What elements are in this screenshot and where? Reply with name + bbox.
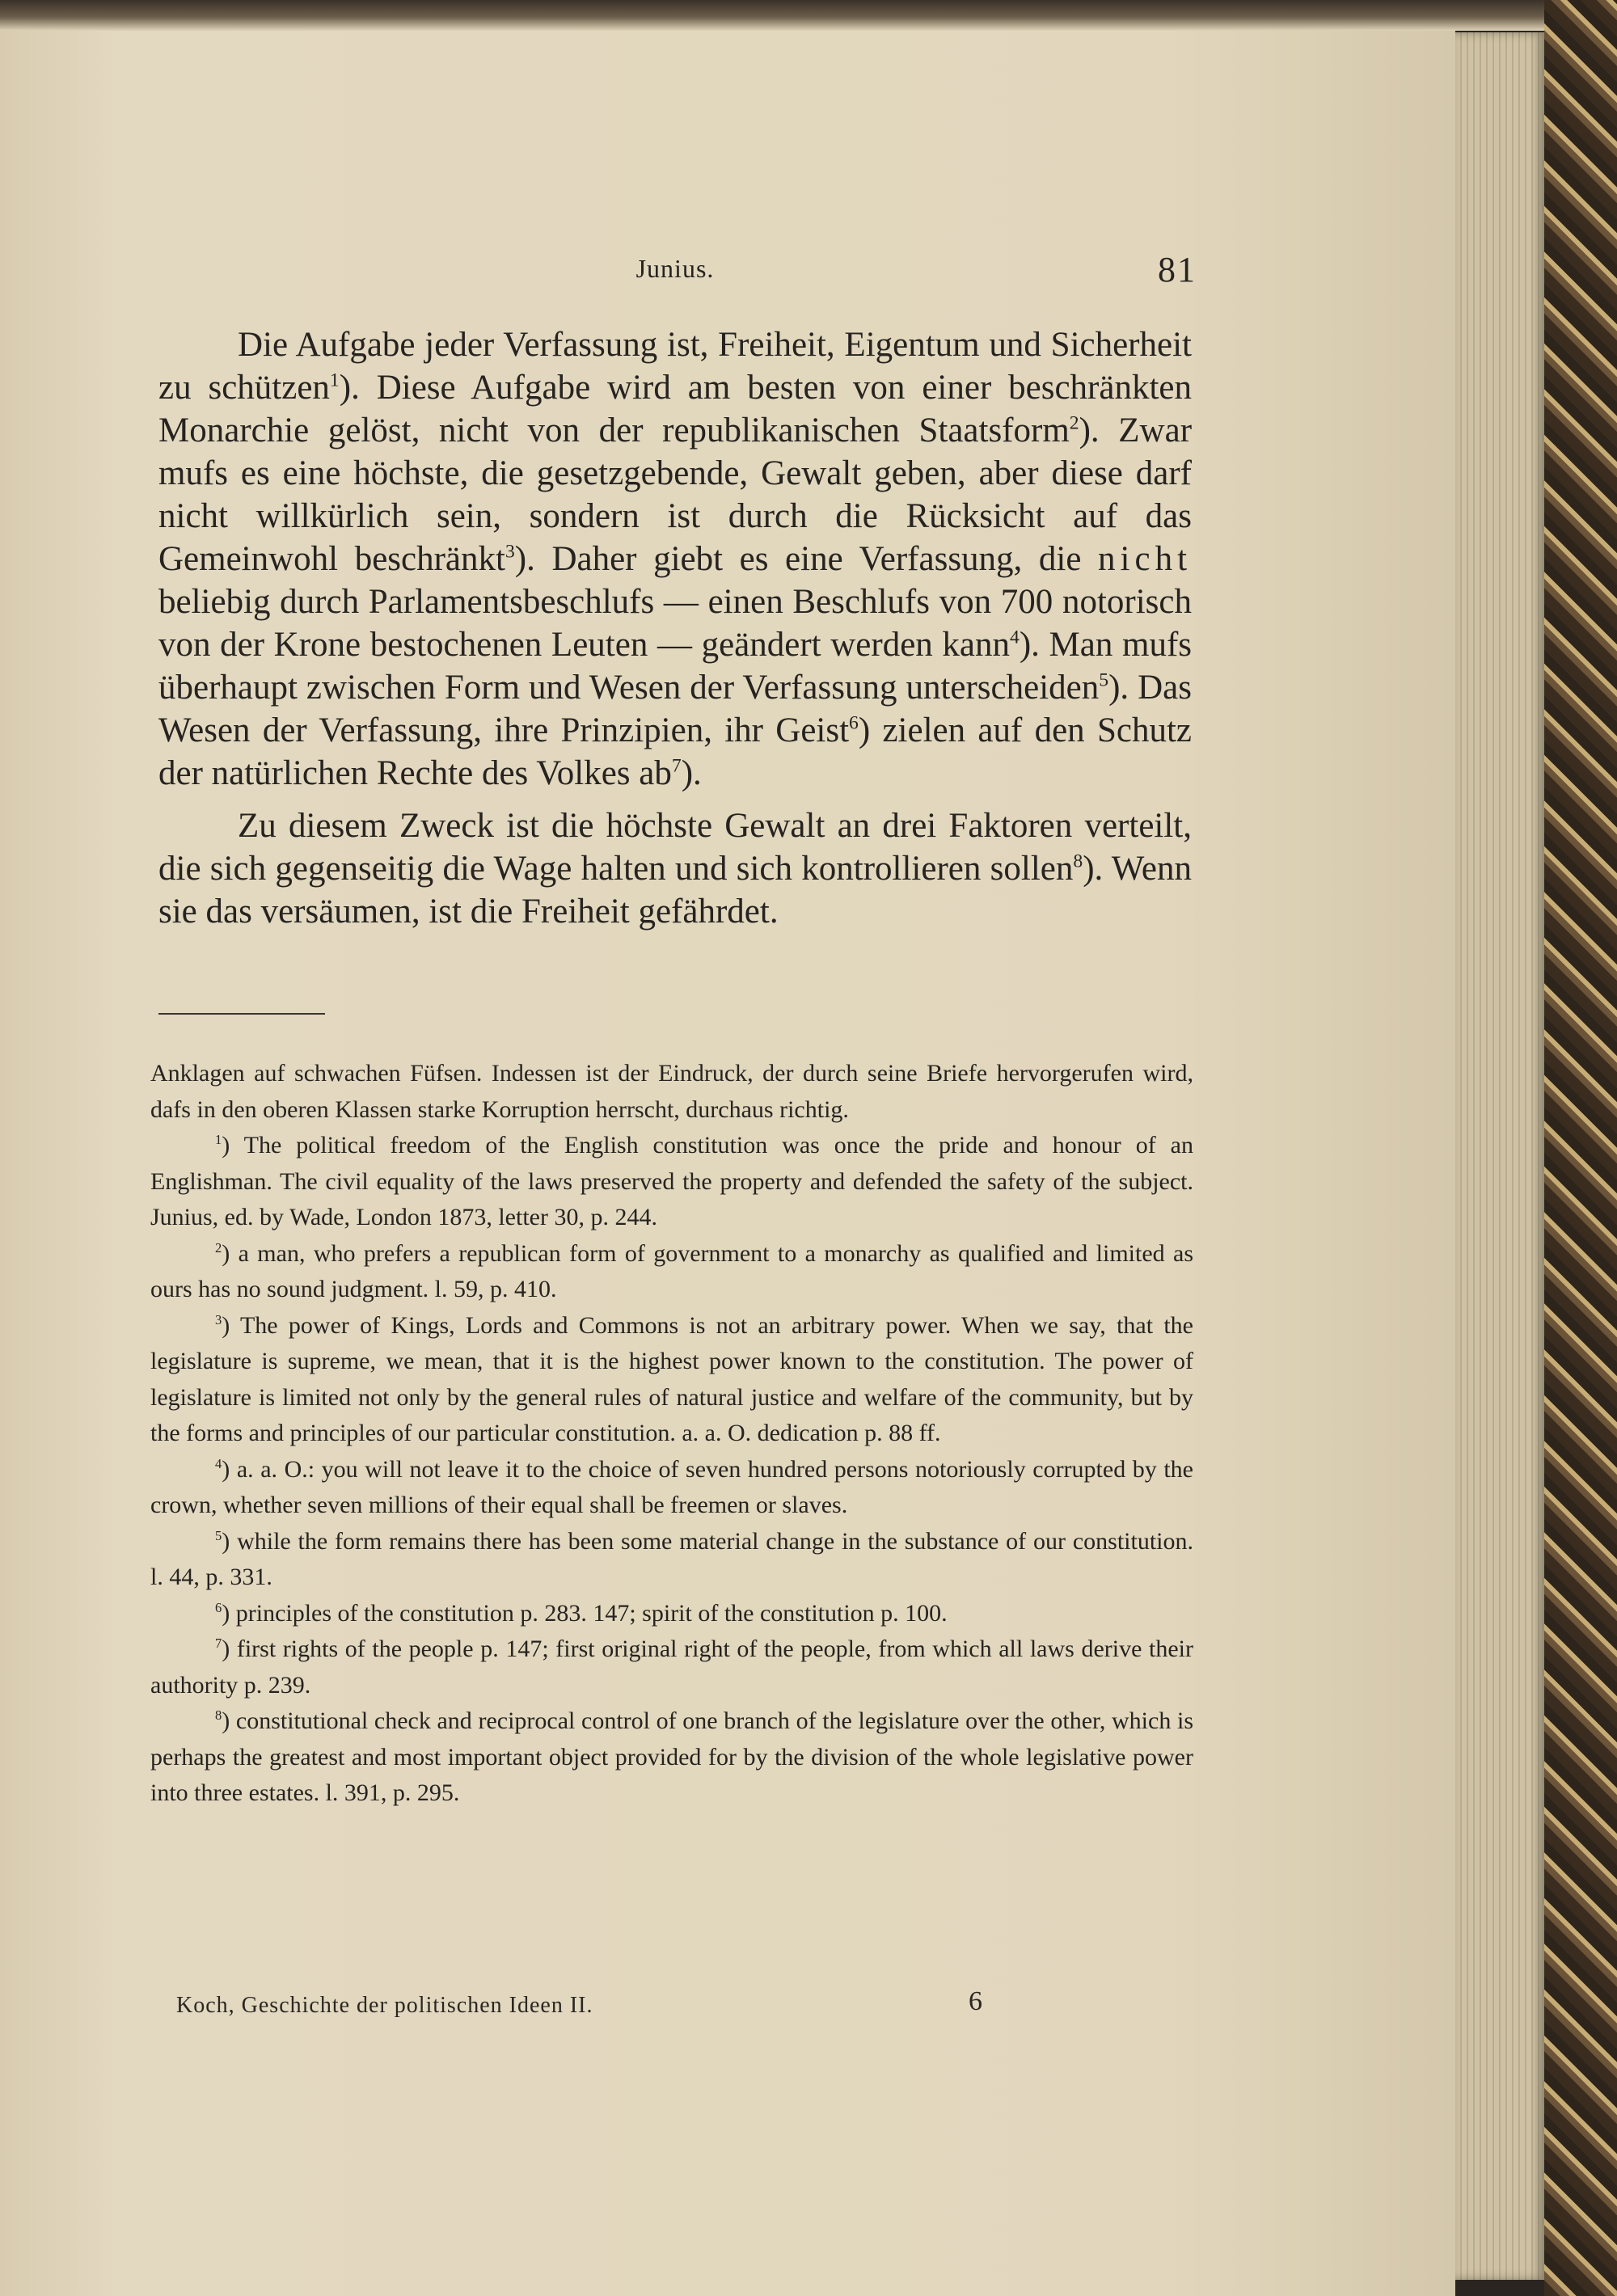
footnote-marker: 7 — [215, 1635, 222, 1651]
footnotes — [150, 1056, 1193, 1812]
footnote-text: ) The political freedom of the English constitution was once the pride and honour of an Englishman. The civil equality of the laws preserved the property and defended the safety of the subject. Junius, ed. by Wade, London 1873, letter 30, p. 244. — [150, 1132, 1193, 1230]
text-run: ). Diese Aufgabe wird am besten von einer beschränkten Monarchie gelöst, nicht von der republikanischen Staatsform — [158, 369, 1192, 449]
footnote-marker: 4 — [215, 1455, 222, 1471]
signature-text: Koch, Geschichte der politischen Ideen II. — [176, 1993, 593, 2018]
footnote-rule — [158, 1013, 325, 1015]
page-top-edge — [0, 0, 1544, 31]
footnote-ref: 6 — [849, 712, 859, 734]
text-run: Zu diesem Zweck ist die höchste Gewalt an drei Faktoren verteilt, die sich gegenseitig die Wage halten und sich kontrollieren sollen — [158, 807, 1192, 888]
footnote-ref: 1 — [329, 369, 340, 391]
footnote-ref: 8 — [1073, 850, 1083, 872]
main-text — [158, 323, 1192, 933]
footnote-8 — [150, 1703, 1193, 1812]
text-run: Die Aufgabe jeder Verfassung ist, Freiheit, Eigentum und Sicherheit zu schützen — [158, 326, 1192, 407]
text-run: ). — [681, 754, 702, 792]
footnote-ref: 5 — [1099, 669, 1109, 691]
footnote-ref: 3 — [505, 541, 515, 563]
footnote-marker: 8 — [215, 1707, 222, 1723]
footnote-ref: 4 — [1010, 627, 1020, 648]
footnote-text: ) a. a. O.: you will not leave it to the choice of seven hundred persons notoriously corrupted by the crown, whether seven millions of their equal shall be freemen or slaves. — [150, 1455, 1193, 1518]
footnote-marker: 6 — [215, 1599, 222, 1615]
footnote-4 — [150, 1452, 1193, 1524]
paragraph-2 — [158, 804, 1192, 933]
footnote-marker: 2 — [215, 1239, 222, 1256]
footnote-6 — [150, 1596, 1193, 1632]
footnote-2 — [150, 1236, 1193, 1308]
text-run: ) zielen auf den Schutz der natürlichen Rechte des Volkes ab — [158, 711, 1192, 792]
text-run: ). Wenn sie das versäumen, ist die Freiheit gefährdet. — [158, 850, 1192, 931]
footnote-continuation: Anklagen auf schwachen Füfsen. Indessen ist der Eindruck, der durch seine Briefe hervorgerufen wird, dafs in den oberen Klassen starke Korruption herrscht, durchaus richtig. — [150, 1060, 1193, 1123]
footnote-marker: 3 — [215, 1311, 222, 1327]
text-run: ). Das Wesen der Verfassung, ihre Prinzipien, ihr Geist — [158, 669, 1193, 749]
page-number: 81 — [1158, 250, 1197, 289]
footnote-1 — [150, 1128, 1193, 1236]
footnote-text: ) The power of Kings, Lords and Commons is not an arbitrary power. When we say, that the legislature is supreme, we mean, that it is the highest power known to the constitution. The power of legislature is limited not only by the general rules of natural justice and welfare of the community, but by the forms and principles of our particular constitution. a. a. O. dedication p. 88 ff. — [150, 1311, 1193, 1446]
footnote-3 — [150, 1308, 1193, 1452]
text-run: ). Man mufs überhaupt zwischen Form und Wesen der Verfassung unterscheiden — [158, 626, 1193, 707]
sheet-number: 6 — [969, 1986, 982, 2016]
footnote-ref: 7 — [671, 755, 682, 777]
footnote-ref: 2 — [1069, 412, 1079, 434]
text-run: ). Daher giebt es eine Verfassung, die — [514, 540, 1082, 578]
text-run: ). Zwar mufs es eine höchste, die gesetzgebende, Gewalt geben, aber diese darf nicht willkürlich sein, sondern ist durch die Rücksicht auf das Gemeinwohl beschränkt — [158, 412, 1193, 578]
footnote-text: ) a man, who prefers a republican form of government to a monarchy as qualified and limited as ours has no sound judgment. l. 59, p. 410. — [150, 1239, 1193, 1302]
paragraph-1 — [158, 323, 1192, 795]
footnote-marker: 1 — [215, 1132, 222, 1147]
footnote-marker: 5 — [215, 1527, 222, 1543]
printer-signature — [176, 1986, 1025, 2019]
page-edges — [1455, 32, 1544, 2280]
emphasized-word: nicht — [1098, 540, 1193, 578]
footnote-5 — [150, 1524, 1193, 1596]
footnote-text: ) while the form remains there has been some material change in the substance of our constitution. l. 44, p. 331. — [150, 1527, 1193, 1590]
running-head-title: Junius. — [635, 254, 715, 283]
footnote-text: ) first rights of the people p. 147; first original right of the people, from which all laws derive their authority p. 239. — [150, 1635, 1193, 1699]
footnote-text: ) principles of the constitution p. 283. 147; spirit of the constitution p. 100. — [222, 1599, 948, 1627]
text-run: beliebig durch Parlamentsbeschlufs — einen Beschlufs von 700 notorisch von der Krone bestochenen Leuten — geändert werden kann — [158, 583, 1192, 664]
footnote-7 — [150, 1631, 1193, 1703]
book-binding — [1544, 0, 1617, 2296]
running-head — [154, 243, 1197, 291]
footnote-text: ) constitutional check and reciprocal control of one branch of the legislature over the other, which is perhaps the greatest and most important object provided for by the division of the whole legislative power into three estates. l. 391, p. 295. — [150, 1707, 1193, 1806]
